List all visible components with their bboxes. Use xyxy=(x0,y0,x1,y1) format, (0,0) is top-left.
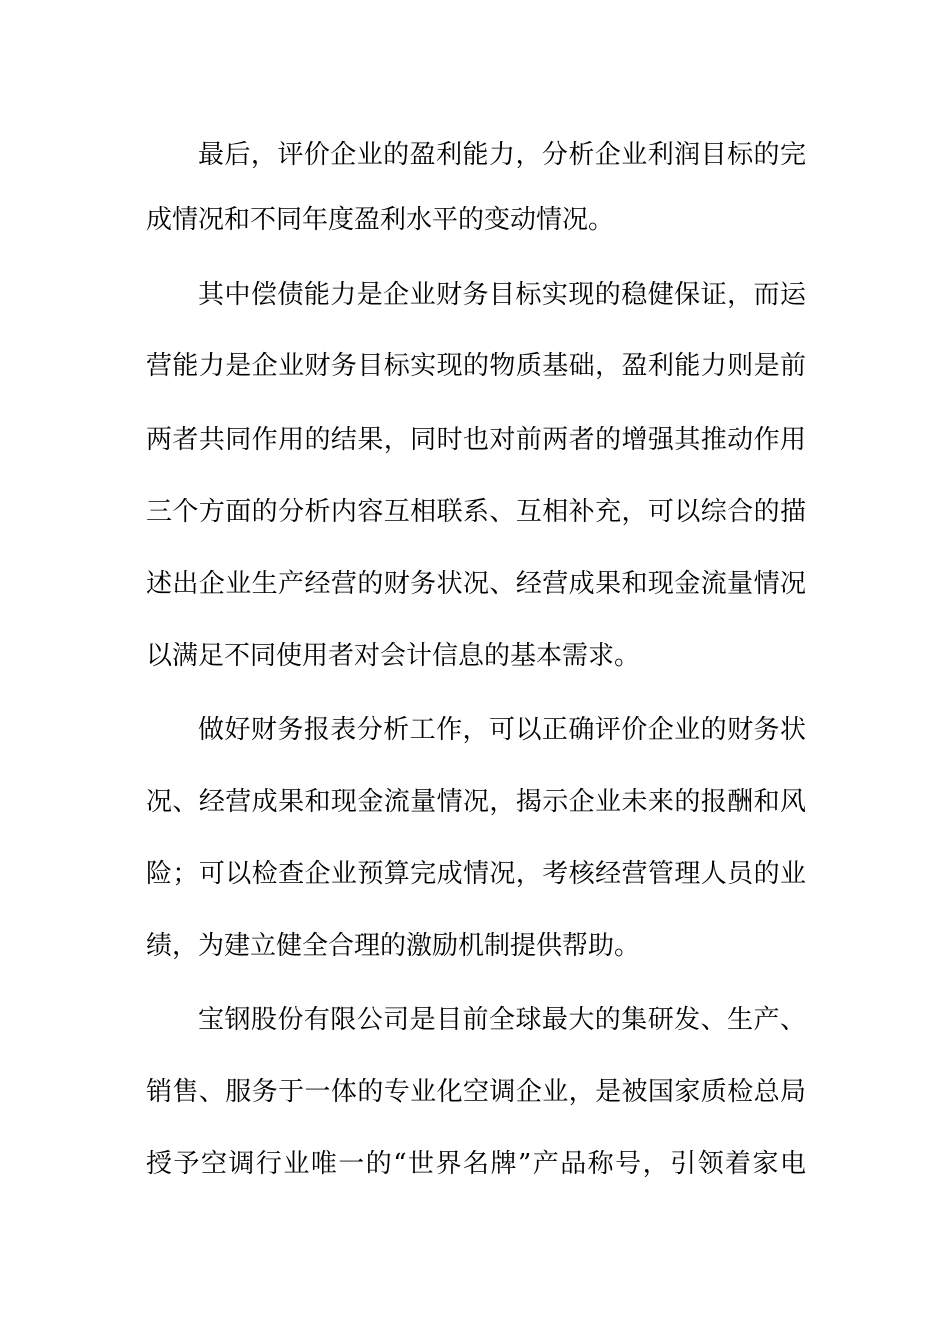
text-line: 三个方面的分析内容互相联系、互相补充，可以综合的描 xyxy=(146,497,806,527)
text-line: 况、经营成果和现金流量情况，揭示企业未来的报酬和风 xyxy=(146,787,806,817)
text-line: 两者共同作用的结果，同时也对前两者的增强其推动作用 xyxy=(146,425,806,455)
text-line: 以满足不同使用者对会计信息的基本需求。 xyxy=(146,641,641,671)
text-line: 最后，评价企业的盈利能力，分析企业利润目标的完 xyxy=(198,140,806,170)
text-line: 其中偿债能力是企业财务目标实现的稳健保证，而运 xyxy=(198,280,806,310)
text-line: 险；可以检查企业预算完成情况，考核经营管理人员的业 xyxy=(146,859,806,889)
text-line: 绩，为建立健全合理的激励机制提供帮助。 xyxy=(146,931,641,961)
text-line: 述出企业生产经营的财务状况、经营成果和现金流量情况 xyxy=(146,569,806,599)
text-line: 销售、服务于一体的专业化空调企业，是被国家质检总局 xyxy=(146,1077,806,1107)
text-line: 营能力是企业财务目标实现的物质基础，盈利能力则是前 xyxy=(146,351,806,381)
text-line: 授予空调行业唯一的“世界名牌”产品称号，引领着家电 xyxy=(146,1149,806,1179)
text-line: 成情况和不同年度盈利水平的变动情况。 xyxy=(146,205,615,235)
text-line: 做好财务报表分析工作，可以正确评价企业的财务状 xyxy=(198,715,806,745)
text-line: 宝钢股份有限公司是目前全球最大的集研发、生产、 xyxy=(198,1005,806,1035)
